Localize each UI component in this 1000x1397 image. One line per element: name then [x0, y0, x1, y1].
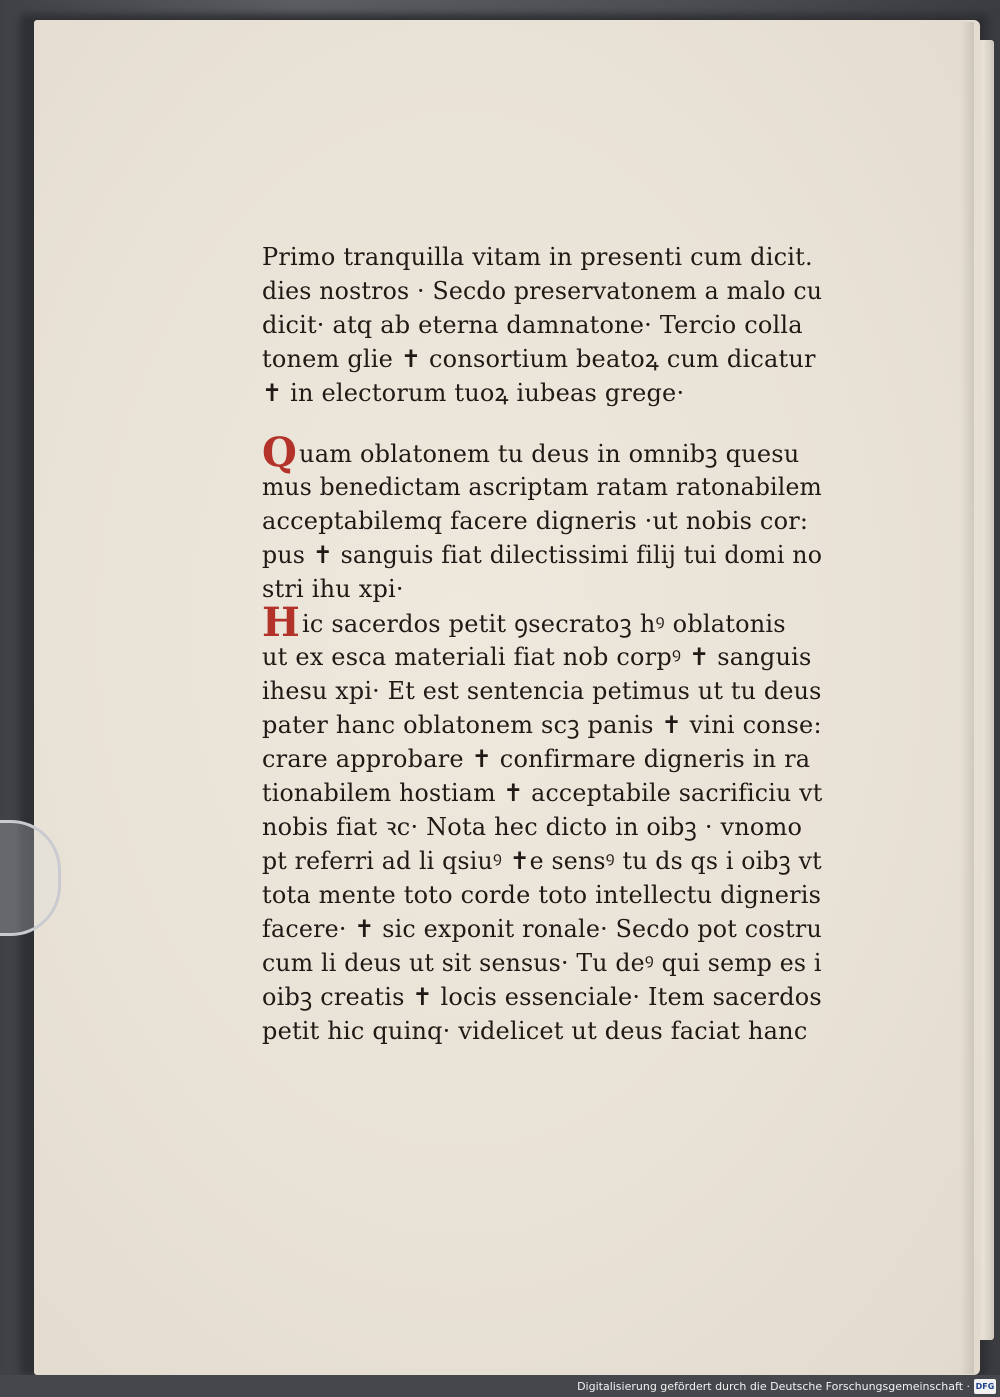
text-line: petit hic quinq· videlicet ut deus faciat hanc	[262, 1017, 808, 1045]
paragraph-1	[262, 240, 822, 410]
text-line: mus benedictam ascriptam ratam ratonabilem	[262, 473, 822, 501]
text-line: oibꝫ creatis ✝ locis essenciale· Item sacerdos	[262, 983, 822, 1011]
text-line: Hic sacerdos petit ꝯsecratoꝫ hꝰ oblatonis	[262, 599, 786, 646]
text-line: dicit· atq ab eterna damnatone· Tercio colla	[262, 311, 803, 339]
text-line: facere· ✝ sic exponit ronale· Secdo pot costru	[262, 915, 822, 943]
text-line: stri ihu xpi·	[262, 575, 404, 603]
text-line: Quam oblatonem tu deus in omnibꝫ quesu	[262, 429, 800, 476]
text-line: pater hanc oblatonem scꝫ panis ✝ vini conse:	[262, 711, 822, 739]
text-line: nobis fiat ꝛc· Nota hec dicto in oibꝫ · vnomo	[262, 813, 803, 841]
text-line: Primo tranquilla vitam in presenti cum dicit.	[262, 243, 813, 271]
text-line: acceptabilemq facere digneris ·ut nobis cor:	[262, 507, 809, 535]
digitization-credit: Digitalisierung gefördert durch die Deutsche Forschungsgemeinschaft ·	[577, 1380, 970, 1393]
page-gutter	[960, 22, 974, 1374]
text-line: ihesu xpi· Et est sentencia petimus ut tu deus	[262, 677, 822, 705]
red-initial: Q	[262, 429, 298, 476]
text-line: ut ex esca materiali fiat nob corpꝰ ✝ sanguis	[262, 643, 812, 671]
paragraph-2	[262, 429, 823, 606]
text-line: cum li deus ut sit sensus· Tu deꝰ qui semp es i	[262, 949, 822, 977]
text-line: crare approbare ✝ confirmare digneris in ra	[262, 745, 811, 773]
paragraph-3	[262, 599, 823, 1048]
text-line: pus ✝ sanguis fiat dilectissimi filij tui domi no	[262, 541, 823, 569]
text-block	[262, 240, 822, 1048]
text-line: tonem glie ✝ consortium beatoꝝ cum dicatur	[262, 345, 816, 373]
text-line: ✝ in electorum tuoꝝ iubeas grege·	[262, 379, 685, 407]
text-line: dies nostros · Secdo preservatonem a malo cu	[262, 277, 823, 305]
dfg-logo: DFG	[974, 1379, 996, 1394]
text-line: tionabilem hostiam ✝ acceptabile sacrificiu vt	[262, 779, 823, 807]
footer-bar	[0, 1375, 1000, 1397]
paragraph-gap	[262, 410, 822, 436]
red-initial: H	[262, 599, 300, 646]
text-line: tota mente toto corde toto intellectu digneris	[262, 881, 822, 909]
text-line: pt referri ad li qsiuꝰ ✝e sensꝰ tu ds qs i oibꝫ vt	[262, 847, 822, 875]
